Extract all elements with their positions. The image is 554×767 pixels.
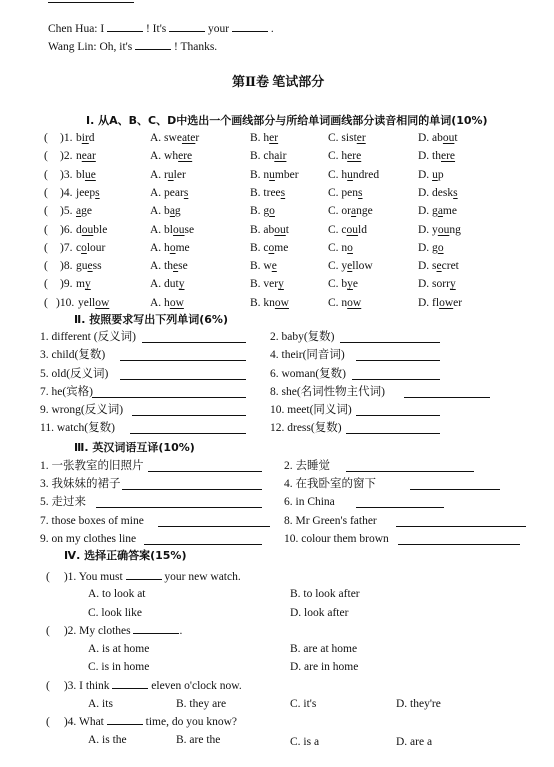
underlined-segment: y	[278, 278, 284, 291]
underlined-segment: e	[173, 260, 179, 273]
answer-line[interactable]	[404, 397, 490, 398]
answer-paren[interactable]: (	[44, 168, 48, 181]
q4-option-b[interactable]: B. are the	[176, 734, 221, 746]
word-segment: jeep	[76, 186, 96, 199]
answer-line[interactable]	[356, 507, 444, 508]
underlined-segment: y	[347, 278, 353, 291]
option-word[interactable]	[250, 204, 275, 218]
underlined-segment: er	[269, 132, 279, 144]
target-word	[76, 186, 100, 200]
word-segment: se	[178, 260, 188, 273]
answer-line[interactable]	[122, 489, 262, 490]
answer-line[interactable]	[398, 544, 520, 545]
q3-option-a[interactable]: A. its	[88, 698, 113, 710]
option-word[interactable]	[150, 204, 181, 218]
target-word	[76, 277, 91, 291]
target-word	[76, 241, 105, 255]
word-segment: A. h	[150, 241, 170, 254]
answer-line[interactable]	[352, 379, 440, 380]
translation-task: 6. in China	[284, 496, 335, 508]
word-task: 8. she(名词性物主代词)	[270, 386, 385, 398]
underlined-segment: ow	[347, 296, 362, 309]
word-segment: C. h	[328, 168, 348, 181]
option-word[interactable]	[418, 223, 461, 237]
option-word[interactable]	[418, 241, 444, 255]
underlined-segment: ere	[178, 150, 193, 163]
word-task: 6. woman(复数)	[270, 368, 347, 380]
underlined-segment: ou	[437, 223, 450, 236]
option-word[interactable]	[150, 241, 190, 255]
option-word[interactable]	[418, 277, 456, 291]
answer-line[interactable]	[132, 415, 246, 416]
option-word[interactable]	[418, 131, 458, 145]
q4-option-c[interactable]: C. is a	[290, 736, 320, 748]
underlined-segment: y	[449, 278, 456, 291]
answer-line[interactable]	[142, 342, 246, 343]
word-task: 5. old(反义词)	[40, 368, 109, 380]
word-task: 1. different (反义词)	[40, 331, 136, 343]
word-segment: B. kn	[250, 296, 275, 309]
q2-option-c[interactable]: C. is in home	[88, 661, 150, 673]
word-segment: D. desk	[418, 186, 454, 199]
answer-paren[interactable]: (	[44, 241, 48, 254]
word-segment: p	[437, 168, 444, 181]
q1-option-d[interactable]: D. look after	[290, 607, 349, 619]
part-title: 第Ⅱ卷 笔试部分	[232, 74, 325, 89]
word-segment: C. pen	[328, 186, 359, 199]
answer-blank[interactable]	[107, 21, 143, 32]
answer-line[interactable]	[346, 471, 474, 472]
q1-option-b[interactable]: B. to look after	[290, 588, 360, 600]
word-segment: ble	[93, 223, 108, 236]
underlined-segment: u	[269, 168, 275, 181]
question-3: ( )3. I think eleven o'clock now.	[46, 680, 242, 692]
word-segment: gu	[76, 260, 88, 273]
underlined-segment: ow	[95, 296, 110, 309]
underlined-segment: y	[178, 278, 185, 291]
word-segment: A. wh	[150, 150, 179, 163]
word-segment: A. th	[150, 260, 173, 273]
dialogue-line-2: Wang Lin: Oh, it's ! Thanks.	[48, 41, 218, 53]
option-word[interactable]	[418, 186, 458, 200]
word-task: 12. dress(复数)	[270, 422, 342, 434]
option-word[interactable]	[250, 131, 278, 145]
option-word[interactable]	[328, 168, 379, 182]
answer-blank[interactable]	[135, 39, 171, 50]
word-segment: D. s	[418, 260, 437, 273]
word-segment: ge	[81, 205, 92, 218]
word-segment: D. g	[418, 205, 438, 218]
answer-blank[interactable]	[107, 714, 143, 725]
word-segment: C. b	[328, 278, 348, 291]
answer-paren[interactable]: (	[44, 186, 48, 199]
underlined-segment: ir	[81, 132, 89, 144]
answer-line[interactable]	[410, 489, 500, 490]
word-segment: B. ch	[250, 150, 275, 163]
underlined-segment: ou	[81, 223, 94, 236]
question-number: )8.	[60, 260, 73, 273]
translation-task: 4. 在我卧室的窗下	[284, 478, 376, 490]
word-segment: D. sorr	[418, 278, 450, 291]
word-segment: c	[76, 241, 82, 254]
word-task: 3. child(复数)	[40, 349, 106, 361]
underlined-segment: a	[437, 205, 443, 218]
question-2: ( )2. My clothes .	[46, 625, 183, 637]
underlined-segment: u	[432, 168, 438, 181]
answer-line[interactable]	[120, 360, 246, 361]
underlined-segment: er	[356, 132, 366, 144]
answer-paren[interactable]: (	[44, 150, 48, 163]
q2-option-a[interactable]: A. is at home	[88, 643, 150, 655]
q2-option-d[interactable]: D. are in home	[290, 661, 359, 673]
underlined-segment: s	[95, 186, 100, 199]
answer-blank[interactable]	[126, 569, 162, 580]
word-segment: C. sist	[328, 132, 357, 144]
underlined-segment: a	[169, 205, 175, 218]
underlined-segment: s	[358, 186, 363, 199]
option-word[interactable]	[150, 259, 188, 273]
question-number: )2.	[60, 150, 73, 163]
option-word[interactable]	[328, 186, 363, 200]
option-word[interactable]	[328, 296, 361, 310]
underlined-segment: e	[347, 260, 353, 273]
option-word[interactable]	[250, 223, 289, 237]
option-word[interactable]	[250, 149, 286, 163]
word-segment: B. ab	[250, 223, 275, 236]
answer-paren[interactable]: (	[44, 260, 48, 273]
word-segment: mber	[274, 168, 299, 181]
word-segment: me	[274, 241, 289, 254]
underlined-segment: e	[271, 260, 277, 273]
answer-paren[interactable]: (	[44, 132, 48, 144]
underlined-segment: ate	[181, 132, 196, 144]
translation-task: 7. those boxes of mine	[40, 515, 144, 527]
translation-task: 8. Mr Green's father	[284, 515, 377, 527]
underlined-segment: s	[183, 186, 189, 199]
word-segment: t	[285, 223, 289, 236]
translation-task: 3. 我妹妹的裙子	[40, 478, 121, 490]
answer-line[interactable]	[396, 526, 526, 527]
section-4-title: Ⅳ. 选择正确答案(15%)	[64, 549, 187, 562]
underlined-segment: ear	[81, 150, 96, 163]
option-word[interactable]	[328, 259, 373, 273]
word-segment: se	[184, 223, 195, 236]
word-segment: ndred	[352, 168, 380, 181]
word-segment: B. ver	[250, 278, 279, 291]
underlined-segment: o	[268, 241, 275, 254]
underlined-segment: u	[347, 168, 353, 181]
option-word[interactable]	[250, 277, 284, 291]
option-word[interactable]	[418, 149, 455, 163]
word-segment: d	[76, 223, 82, 236]
word-segment: B. c	[250, 241, 269, 254]
word-segment: bl	[76, 168, 85, 181]
underlined-segment: e	[87, 260, 93, 273]
question-number: )1.	[60, 132, 73, 144]
option-word[interactable]	[250, 259, 277, 273]
option-word[interactable]	[250, 186, 285, 200]
answer-paren[interactable]: (	[44, 296, 48, 309]
question-number: )10.	[56, 296, 75, 309]
word-segment: A. b	[150, 205, 170, 218]
answer-paren[interactable]: (	[44, 223, 48, 236]
word-task: 10. meet(同义词)	[270, 404, 352, 416]
underlined-segment: e	[436, 260, 442, 273]
word-segment: d	[88, 132, 95, 144]
word-segment: A. h	[150, 296, 170, 309]
underlined-segment: a	[76, 205, 82, 218]
word-segment: r	[195, 132, 200, 144]
answer-paren[interactable]: (	[44, 278, 48, 291]
q3-option-d[interactable]: D. they're	[396, 698, 441, 710]
word-segment: lour	[86, 241, 106, 254]
word-segment: A. pear	[150, 186, 184, 199]
question-number: )5.	[60, 205, 73, 218]
word-segment: ler	[173, 168, 186, 181]
word-segment: C. n	[328, 296, 348, 309]
target-word	[76, 131, 95, 145]
target-word	[76, 204, 92, 218]
answer-line[interactable]	[356, 360, 440, 361]
option-word[interactable]	[150, 168, 186, 182]
word-segment: A. swe	[150, 132, 182, 144]
q4-option-a[interactable]: A. is the	[88, 734, 127, 746]
underlined-segment: air	[274, 150, 287, 163]
underlined-segment: ow	[274, 296, 289, 309]
word-segment: D. ab	[418, 132, 443, 144]
word-segment: cret	[441, 260, 459, 273]
option-word[interactable]	[250, 168, 299, 182]
q2-option-b[interactable]: B. are at home	[290, 643, 358, 655]
word-segment: g	[174, 205, 181, 218]
question-1: ( )1. You must your new watch.	[46, 571, 241, 583]
answer-blank[interactable]	[133, 623, 179, 634]
answer-line[interactable]	[346, 433, 440, 434]
option-word[interactable]	[328, 223, 367, 237]
word-segment: B. g	[250, 205, 270, 218]
section-1-title: Ⅰ. 从A、B、C、D中选出一个画线部分与所给单词画线部分读音相同的单词(10%)	[86, 114, 488, 127]
translation-task: 10. colour them brown	[284, 533, 389, 545]
target-word	[76, 168, 96, 182]
option-word[interactable]	[418, 296, 462, 310]
answer-line[interactable]	[120, 379, 246, 380]
underlined-segment: ow	[169, 296, 184, 309]
q3-option-c[interactable]: C. it's	[290, 698, 317, 710]
q3-option-b[interactable]: B. they are	[176, 698, 227, 710]
question-number: )3.	[60, 168, 73, 181]
answer-line[interactable]	[158, 526, 270, 527]
word-segment: C. c	[328, 223, 347, 236]
word-segment: D.	[418, 168, 433, 181]
answer-line[interactable]	[356, 415, 440, 416]
question-number: )9.	[60, 278, 73, 291]
word-segment: B. h	[250, 132, 270, 144]
word-segment: D. fl	[418, 296, 440, 309]
word-segment: nge	[356, 205, 373, 218]
underlined-segment: a	[351, 205, 357, 218]
underlined-segment: ere	[347, 150, 362, 163]
q4-option-d[interactable]: D. are a	[396, 736, 433, 748]
word-task: 2. baby(复数)	[270, 331, 335, 343]
word-task: 4. their(同音词)	[270, 349, 345, 361]
underlined-segment: ou	[442, 132, 455, 144]
word-segment: B. n	[250, 168, 270, 181]
underlined-segment: ou	[346, 223, 359, 236]
underlined-segment: ere	[441, 150, 456, 163]
option-word[interactable]	[418, 168, 444, 182]
option-word[interactable]	[328, 204, 373, 218]
underlined-segment: ou	[274, 223, 286, 236]
answer-line[interactable]	[144, 544, 262, 545]
target-word	[76, 223, 107, 237]
underlined-segment: s	[280, 186, 286, 199]
translation-task: 5. 走过来	[40, 496, 86, 508]
word-segment: B. w	[250, 260, 272, 273]
word-segment: A. dut	[150, 278, 179, 291]
question-4: ( )4. What time, do you know?	[46, 716, 237, 728]
word-segment: b	[76, 132, 82, 144]
word-segment: me	[175, 241, 190, 254]
top-rule	[48, 2, 134, 3]
option-word[interactable]	[328, 277, 358, 291]
option-word[interactable]	[328, 149, 361, 163]
dialogue-line-1: Chen Hua: I ! It's your .	[48, 23, 274, 35]
word-segment: ld	[358, 223, 367, 236]
option-word[interactable]	[418, 204, 457, 218]
word-segment: me	[442, 205, 457, 218]
underlined-segment: y	[84, 278, 91, 291]
answer-blank[interactable]	[112, 678, 148, 689]
word-segment: D. th	[418, 150, 441, 163]
option-word[interactable]	[150, 277, 185, 291]
underlined-segment: o	[347, 241, 353, 254]
option-word[interactable]	[150, 149, 192, 163]
word-segment: m	[76, 278, 85, 291]
translation-task: 2. 去睡觉	[284, 460, 330, 472]
question-number: )7.	[60, 241, 73, 254]
option-word[interactable]	[328, 241, 353, 255]
word-segment: yell	[78, 296, 96, 309]
target-word	[76, 149, 96, 163]
option-word[interactable]	[250, 296, 289, 310]
answer-line[interactable]	[92, 397, 246, 398]
word-task: 7. he(宾格)	[40, 386, 94, 398]
option-word[interactable]	[150, 131, 199, 145]
word-segment: n	[76, 150, 82, 163]
target-word	[76, 259, 102, 273]
underlined-segment: o	[169, 241, 176, 254]
option-word[interactable]	[150, 186, 188, 200]
translation-task: 1. 一张教室的旧照片	[40, 460, 144, 472]
word-task: 9. wrong(反义词)	[40, 404, 124, 416]
underlined-segment: o	[81, 241, 87, 254]
word-segment: C. h	[328, 150, 348, 163]
word-segment: ng	[449, 223, 461, 236]
target-word	[78, 296, 109, 310]
word-segment: D. g	[418, 241, 438, 254]
underlined-segment: ue	[84, 168, 96, 181]
underlined-segment: ou	[173, 223, 185, 236]
word-segment: A. r	[150, 168, 168, 181]
answer-line[interactable]	[148, 471, 262, 472]
word-segment: er	[453, 296, 463, 309]
answer-line[interactable]	[340, 342, 440, 343]
q1-option-a[interactable]: A. to look at	[88, 588, 146, 600]
option-word[interactable]	[418, 259, 459, 273]
word-segment: e	[352, 278, 359, 291]
underlined-segment: s	[453, 186, 458, 199]
word-task: 11. watch(复数)	[40, 422, 115, 434]
word-segment: A. bl	[150, 223, 173, 236]
word-segment: C. n	[328, 241, 348, 254]
option-word[interactable]	[328, 131, 366, 145]
question-number: )6.	[60, 223, 73, 236]
word-segment: llow	[352, 260, 373, 273]
answer-blank[interactable]	[169, 21, 205, 32]
answer-paren[interactable]: (	[44, 205, 48, 218]
word-segment: ss	[92, 260, 102, 273]
underlined-segment: ow	[439, 296, 454, 309]
q1-option-c[interactable]: C. look like	[88, 607, 142, 619]
answer-line[interactable]	[96, 507, 262, 508]
option-word[interactable]	[250, 241, 288, 255]
answer-blank[interactable]	[232, 21, 268, 32]
translation-task: 9. on my clothes line	[40, 533, 137, 545]
word-segment: C. or	[328, 205, 351, 218]
section-3-title: Ⅲ. 英汉词语互译(10%)	[74, 441, 195, 454]
underlined-segment: o	[269, 205, 275, 218]
word-segment: D. y	[418, 223, 438, 236]
underlined-segment: o	[437, 241, 444, 254]
option-word[interactable]	[150, 296, 184, 310]
option-word[interactable]	[150, 223, 194, 237]
word-segment: C. y	[328, 260, 348, 273]
word-segment: B. tree	[250, 186, 281, 199]
answer-line[interactable]	[130, 433, 246, 434]
word-segment: t	[454, 132, 458, 144]
section-2-title: Ⅱ. 按照要求写出下列单词(6%)	[74, 313, 228, 326]
question-number: )4.	[60, 186, 73, 199]
underlined-segment: u	[167, 168, 174, 181]
